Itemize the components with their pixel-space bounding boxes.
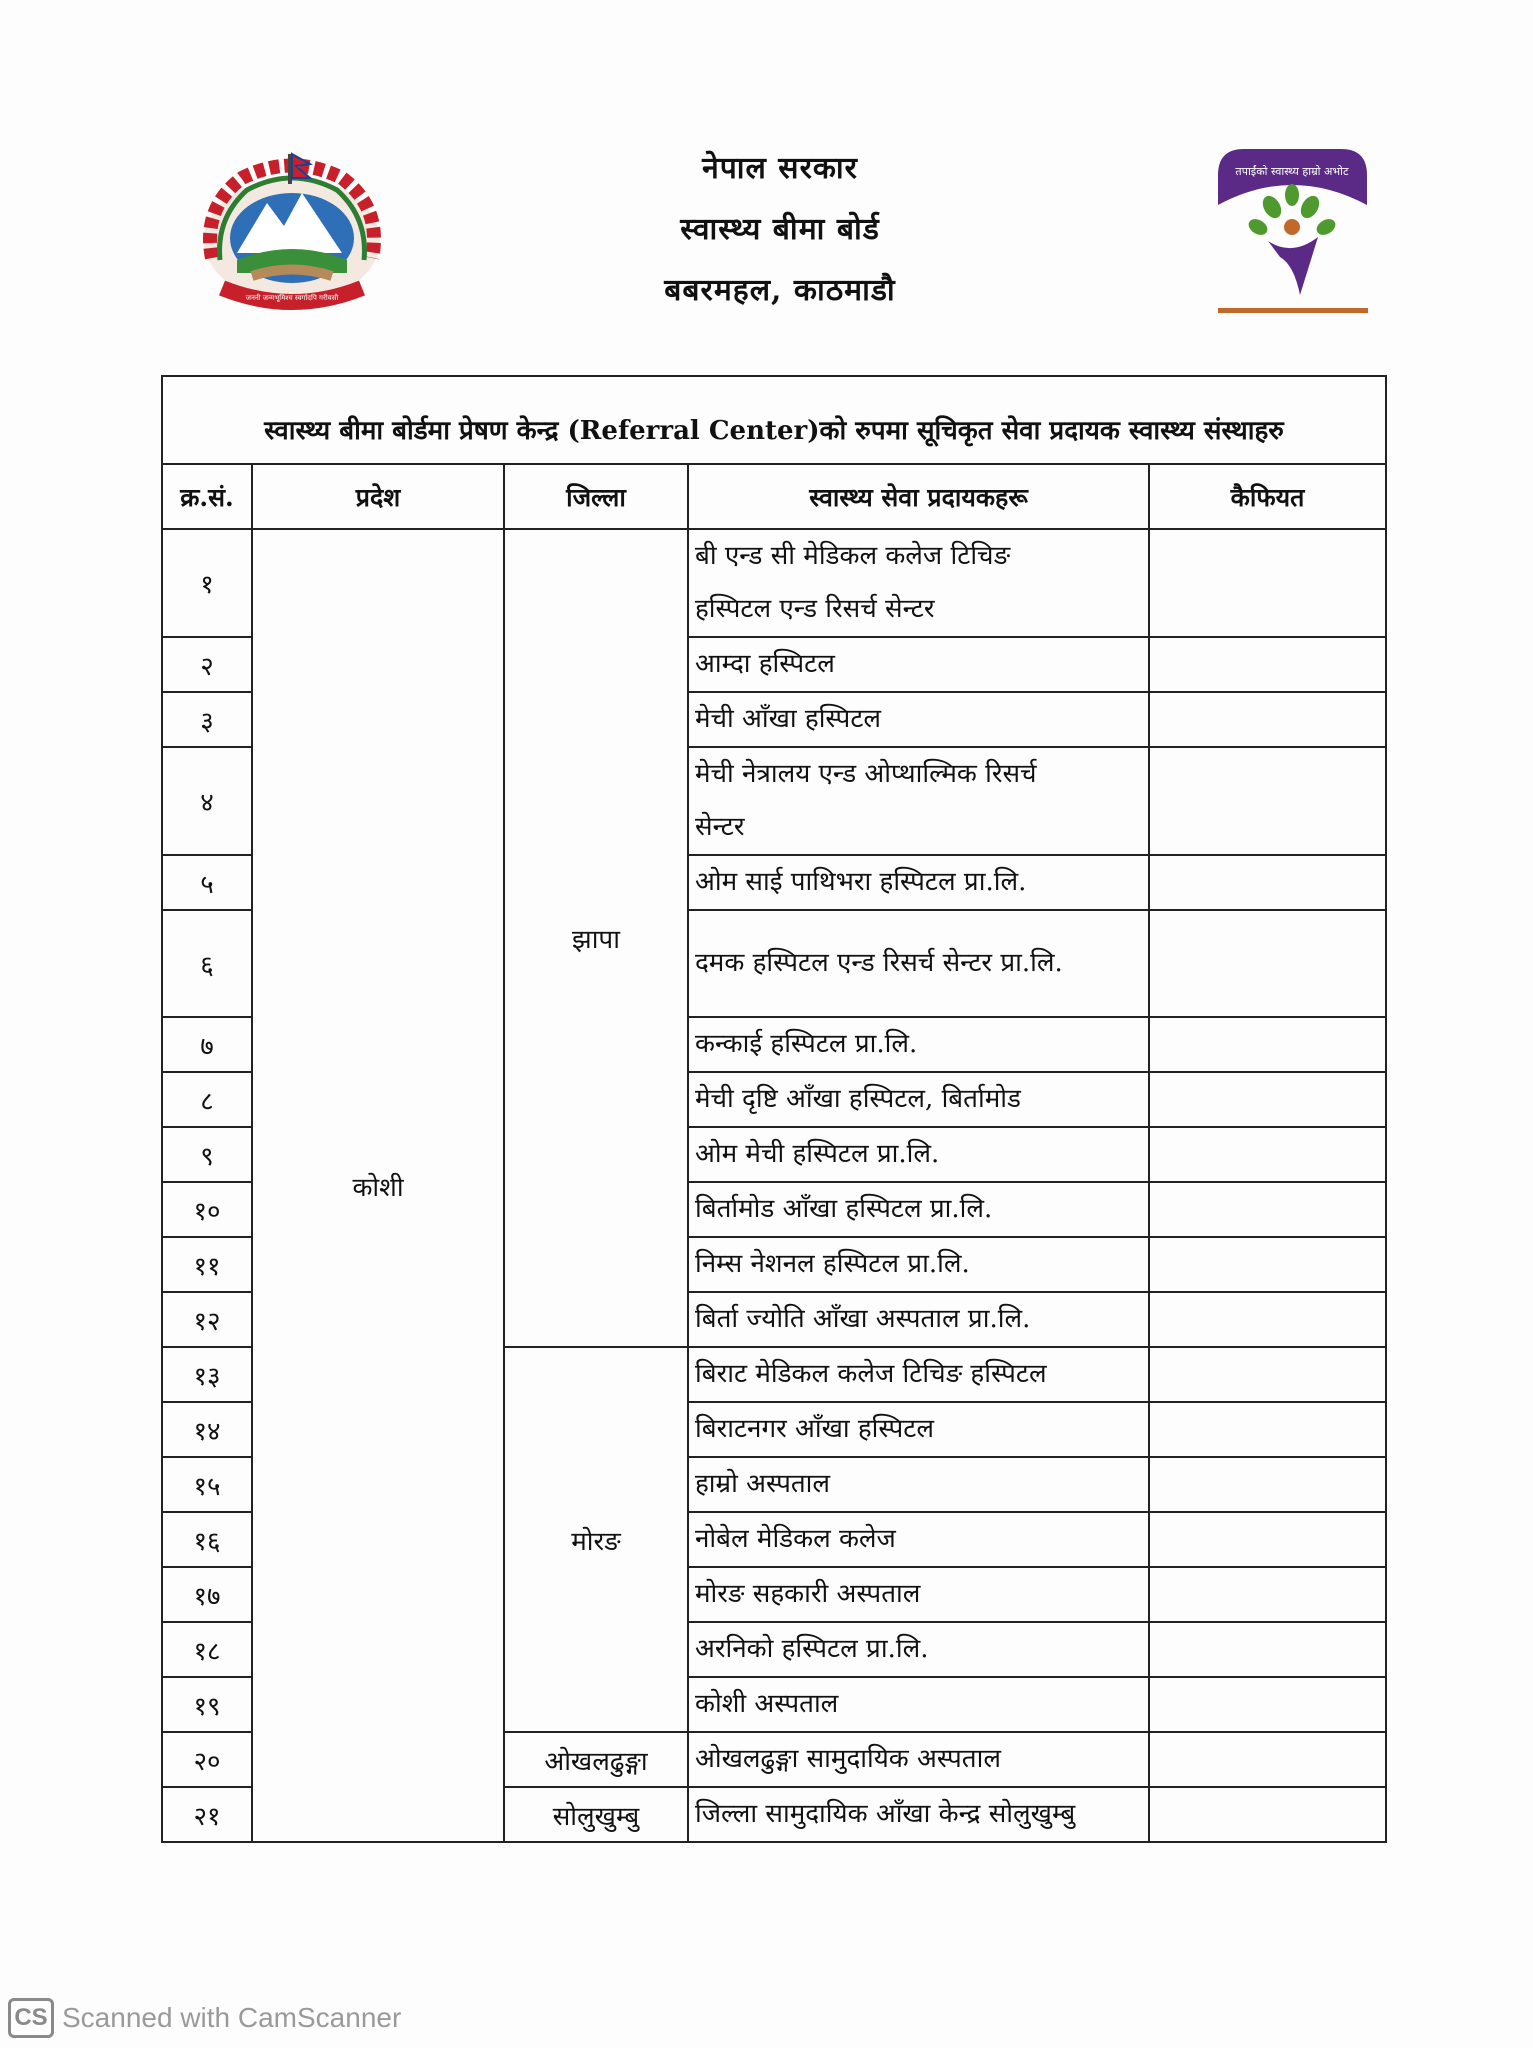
logo-slogan: तपाईंको स्वास्थ्य हाम्रो अभोट	[1235, 165, 1349, 178]
header-provider: स्वास्थ्य सेवा प्रदायकहरू	[688, 464, 1149, 529]
header-line-1: नेपाल सरकार	[702, 151, 858, 186]
remarks-cell	[1149, 1787, 1386, 1842]
sn-cell: ९	[162, 1127, 252, 1182]
district-cell-morang: मोरङ	[504, 1347, 688, 1732]
provider-cell: दमक हस्पिटल एन्ड रिसर्च सेन्टर प्रा.लि.	[688, 910, 1149, 1017]
provider-cell: ओम मेची हस्पिटल प्रा.लि.	[688, 1127, 1149, 1182]
sn-cell: १०	[162, 1182, 252, 1237]
provider-cell: कोशी अस्पताल	[688, 1677, 1149, 1732]
provider-cell: मोरङ सहकारी अस्पताल	[688, 1567, 1149, 1622]
sn-cell: २	[162, 637, 252, 692]
nepal-emblem-icon	[192, 148, 392, 318]
provider-name-line2: सेन्टर	[695, 812, 745, 842]
remarks-cell	[1149, 910, 1386, 1017]
provider-cell	[688, 529, 1149, 637]
sn-cell: ५	[162, 855, 252, 910]
provider-cell: बिर्तामोड आँखा हस्पिटल प्रा.लि.	[688, 1182, 1149, 1237]
provider-cell: हाम्रो अस्पताल	[688, 1457, 1149, 1512]
remarks-cell	[1149, 1347, 1386, 1402]
remarks-cell	[1149, 1732, 1386, 1787]
provider-cell: निम्स नेशनल हस्पिटल प्रा.लि.	[688, 1237, 1149, 1292]
remarks-cell	[1149, 1072, 1386, 1127]
remarks-cell	[1149, 1292, 1386, 1347]
sn-cell: ४	[162, 747, 252, 855]
header-province: प्रदेश	[252, 464, 504, 529]
sn-cell: ११	[162, 1237, 252, 1292]
emblem-motto: जननी जन्मभूमिश्च स्वर्गादपि गरीयसी	[245, 294, 339, 302]
header-remarks: कैफियत	[1149, 464, 1386, 529]
sn-cell: १	[162, 529, 252, 637]
provider-cell: कन्काई हस्पिटल प्रा.लि.	[688, 1017, 1149, 1072]
district-cell-jhapa: झापा	[504, 529, 688, 1347]
table-title: स्वास्थ्य बीमा बोर्डमा प्रेषण केन्द्र (Referral Center)को रुपमा सूचिकृत सेवा प्रदायक स्वास्थ्य संस्थाहरु	[162, 376, 1386, 464]
remarks-cell	[1149, 1402, 1386, 1457]
remarks-cell	[1149, 692, 1386, 747]
remarks-cell	[1149, 1127, 1386, 1182]
header-block	[560, 138, 1000, 321]
remarks-cell	[1149, 1567, 1386, 1622]
provider-cell: मेची दृष्टि आँखा हस्पिटल, बिर्तामोड	[688, 1072, 1149, 1127]
header-line-3: बबरमहल, काठमाडौ	[664, 273, 896, 308]
sn-cell: १४	[162, 1402, 252, 1457]
district-cell-solukhumbu: सोलुखुम्बु	[504, 1787, 688, 1842]
remarks-cell	[1149, 855, 1386, 910]
camscanner-icon: CS	[8, 1998, 54, 2038]
sn-cell: २१	[162, 1787, 252, 1842]
provider-cell: मेची आँखा हस्पिटल	[688, 692, 1149, 747]
province-cell: कोशी	[252, 529, 504, 1842]
sn-cell: १७	[162, 1567, 252, 1622]
remarks-cell	[1149, 1237, 1386, 1292]
referral-centers-table	[161, 375, 1387, 1843]
camscanner-text: Scanned with CamScanner	[62, 2002, 402, 2033]
remarks-cell	[1149, 637, 1386, 692]
provider-name-line2: हस्पिटल एन्ड रिसर्च सेन्टर	[695, 594, 935, 624]
sn-cell: १३	[162, 1347, 252, 1402]
sn-cell: १९	[162, 1677, 252, 1732]
health-insurance-logo-icon	[1210, 145, 1375, 320]
sn-cell: १६	[162, 1512, 252, 1567]
remarks-cell	[1149, 747, 1386, 855]
remarks-cell	[1149, 1622, 1386, 1677]
sn-cell: ६	[162, 910, 252, 1017]
provider-cell: आम्दा हस्पिटल	[688, 637, 1149, 692]
sn-cell: १८	[162, 1622, 252, 1677]
header-line-2: स्वास्थ्य बीमा बोर्ड	[680, 212, 880, 247]
provider-cell: बिराटनगर आँखा हस्पिटल	[688, 1402, 1149, 1457]
provider-cell: नोबेल मेडिकल कलेज	[688, 1512, 1149, 1567]
provider-cell: अरनिको हस्पिटल प्रा.लि.	[688, 1622, 1149, 1677]
provider-cell: बिर्ता ज्योति आँखा अस्पताल प्रा.लि.	[688, 1292, 1149, 1347]
remarks-cell	[1149, 529, 1386, 637]
district-cell-okhaldhunga: ओखलढुङ्गा	[504, 1732, 688, 1787]
remarks-cell	[1149, 1457, 1386, 1512]
remarks-cell	[1149, 1017, 1386, 1072]
provider-cell: जिल्ला सामुदायिक आँखा केन्द्र सोलुखुम्बु	[688, 1787, 1149, 1842]
sn-cell: १५	[162, 1457, 252, 1512]
provider-cell	[688, 747, 1149, 855]
sn-cell: २०	[162, 1732, 252, 1787]
provider-cell: बिराट मेडिकल कलेज टिचिङ हस्पिटल	[688, 1347, 1149, 1402]
header-district: जिल्ला	[504, 464, 688, 529]
remarks-cell	[1149, 1182, 1386, 1237]
provider-cell: ओम साई पाथिभरा हस्पिटल प्रा.लि.	[688, 855, 1149, 910]
remarks-cell	[1149, 1512, 1386, 1567]
remarks-cell	[1149, 1677, 1386, 1732]
sn-cell: ८	[162, 1072, 252, 1127]
sn-cell: ७	[162, 1017, 252, 1072]
provider-cell: ओखलढुङ्गा सामुदायिक अस्पताल	[688, 1732, 1149, 1787]
sn-cell: ३	[162, 692, 252, 747]
header-sn: क्र.सं.	[162, 464, 252, 529]
provider-name-line1: बी एन्ड सी मेडिकल कलेज टिचिङ	[695, 541, 1011, 571]
table-row	[162, 529, 1386, 637]
sn-cell: १२	[162, 1292, 252, 1347]
provider-name-line1: मेची नेत्रालय एन्ड ओप्थाल्मिक रिसर्च	[695, 759, 1037, 789]
camscanner-watermark	[8, 1998, 401, 2038]
